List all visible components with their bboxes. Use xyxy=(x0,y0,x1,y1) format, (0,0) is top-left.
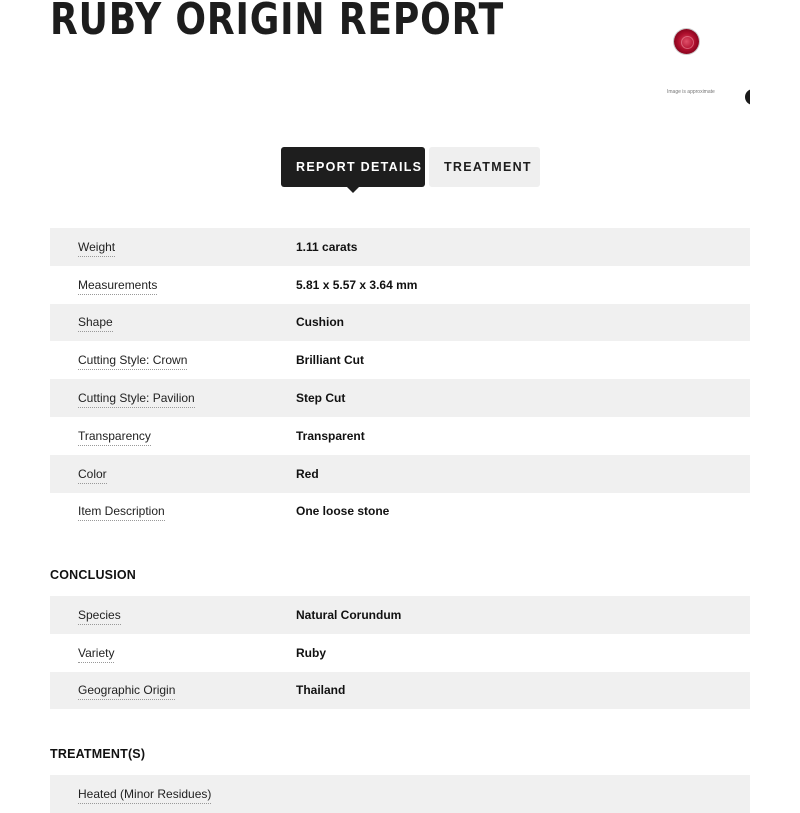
conclusion-heading: CONCLUSION xyxy=(50,568,137,582)
tab-treatment[interactable]: TREATMENT xyxy=(429,147,540,187)
tab-report-details[interactable]: REPORT DETAILS xyxy=(281,147,425,187)
carousel-next-arrow[interactable] xyxy=(745,89,755,105)
table-row xyxy=(50,379,750,417)
row-value: Brilliant Cut xyxy=(296,353,364,368)
row-label[interactable]: Variety xyxy=(78,646,114,663)
row-value: One loose stone xyxy=(296,504,390,519)
treatments-table xyxy=(50,775,750,813)
row-label[interactable]: Weight xyxy=(78,240,115,257)
image-approximate-note: Image is approximate xyxy=(667,89,715,95)
table-row xyxy=(50,634,750,672)
table-row xyxy=(50,775,750,813)
row-value: 1.11 carats xyxy=(296,239,358,254)
table-row xyxy=(50,672,750,710)
table-row xyxy=(50,493,750,531)
report-tabs xyxy=(281,147,540,187)
table-row xyxy=(50,304,750,342)
row-label[interactable]: Species xyxy=(78,608,121,625)
table-row xyxy=(50,341,750,379)
row-label[interactable]: Geographic Origin xyxy=(78,683,175,700)
row-value: Transparent xyxy=(296,428,365,443)
row-value: Cushion xyxy=(296,315,344,330)
table-row xyxy=(50,266,750,304)
row-value: Red xyxy=(296,466,319,481)
page-title: RUBY ORIGIN REPORT xyxy=(50,0,505,45)
row-label[interactable]: Measurements xyxy=(78,278,157,295)
row-value: Ruby xyxy=(296,645,326,660)
row-value: Natural Corundum xyxy=(296,607,402,622)
ruby-thumbnail[interactable] xyxy=(674,29,699,54)
table-row xyxy=(50,417,750,455)
row-label[interactable]: Color xyxy=(78,467,107,484)
row-label[interactable]: Shape xyxy=(78,315,113,332)
table-row xyxy=(50,455,750,493)
row-value: Step Cut xyxy=(296,391,346,406)
treatments-heading: TREATMENT(S) xyxy=(50,747,146,761)
row-label[interactable]: Heated (Minor Residues) xyxy=(78,787,211,804)
conclusion-table xyxy=(50,596,750,709)
row-label[interactable]: Transparency xyxy=(78,429,151,446)
row-label[interactable]: Item Description xyxy=(78,504,165,521)
table-row xyxy=(50,228,750,266)
row-value: Thailand xyxy=(296,683,346,698)
row-label[interactable]: Cutting Style: Crown xyxy=(78,353,187,370)
table-row xyxy=(50,596,750,634)
row-value: 5.81 x 5.57 x 3.64 mm xyxy=(296,277,418,292)
row-label[interactable]: Cutting Style: Pavilion xyxy=(78,391,195,408)
report-details-table xyxy=(50,228,750,530)
